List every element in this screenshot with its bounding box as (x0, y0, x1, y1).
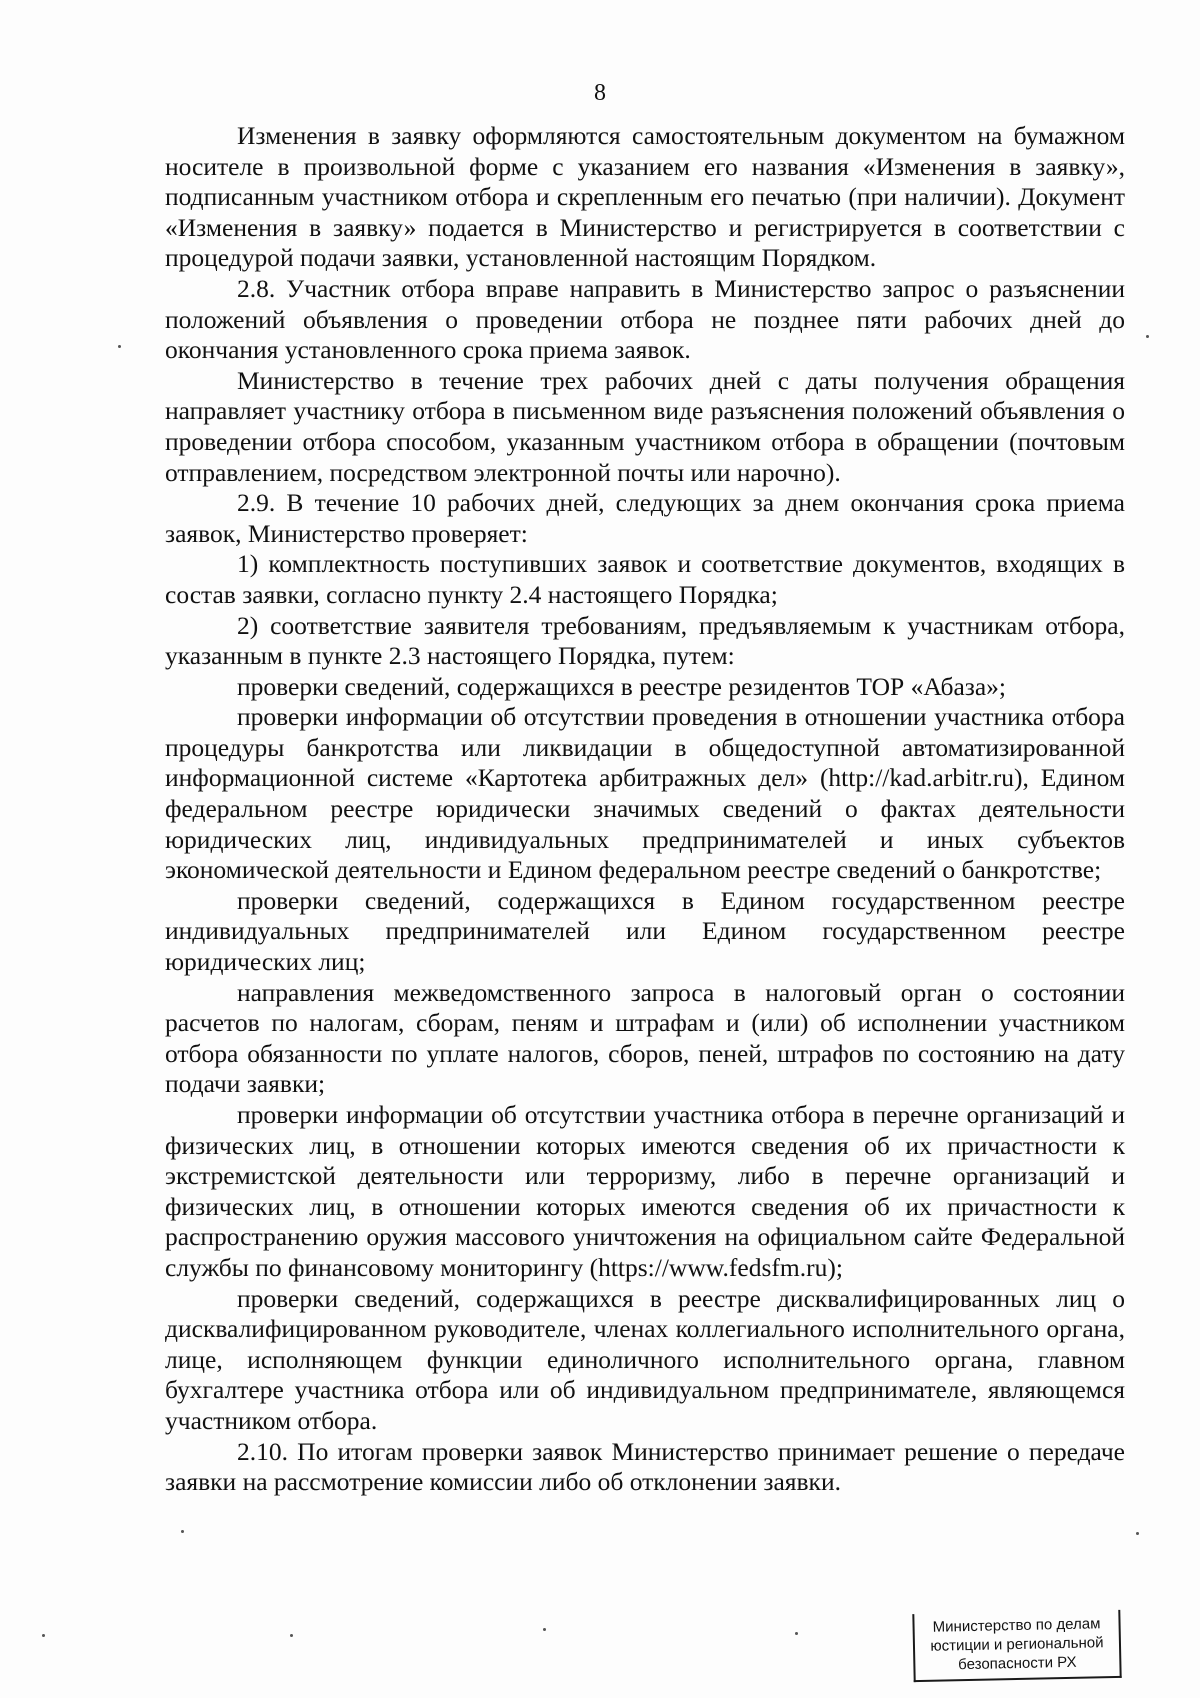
paragraph-ministry-response: Министерство в течение трех рабочих дней с даты получения обращения направляет участнику отбора в письменном виде разъяснения положений объявления о проведении отбора способом, указанным участником отбора в обращении (почтовым отправлением, посредством электронной почты или нарочно). (165, 365, 1125, 487)
ministry-stamp (912, 1610, 1121, 1682)
paragraph-2-10: 2.10. По итогам проверки заявок Министерство принимает решение о передаче заявки на рассмотрение комиссии либо об отклонении заявки. (165, 1436, 1125, 1497)
scan-speck (1146, 335, 1149, 338)
paragraph-tax-request: направления межведомственного запроса в налоговый орган о состоянии расчетов по налогам, сборам, пеням и штрафам и (или) об исполнении участником отбора обязанности по уплате налогов, сборов, пеней, штрафов по состоянию на дату подачи заявки; (165, 977, 1125, 1099)
scan-speck (118, 345, 121, 348)
stamp-line-3: безопасности РХ (958, 1653, 1077, 1674)
paragraph-check-residents: проверки сведений, содержащихся в реестре резидентов ТОР «Абаза»; (237, 671, 1006, 701)
scan-speck (290, 1634, 293, 1637)
scan-speck (795, 1632, 798, 1635)
paragraph-amendments: Изменения в заявку оформляются самостоятельным документом на бумажном носителе в произвольной форме с указанием его названия «Изменения в заявку», подписанным участником отбора и скрепленным его печатью (при наличии). Документ «Изменения в заявку» подается в Министерство и регистрируется в соответствии с процедурой подачи заявки, установленной настоящим Порядком. (165, 121, 1125, 273)
paragraph-item-2: 2) соответствие заявителя требованиям, предъявляемым к участникам отбора, указанным в пункте 2.3 настоящего Порядка, путем: (165, 610, 1125, 671)
scan-speck (181, 1530, 184, 1533)
paragraph-check-registry: проверки сведений, содержащихся в Едином государственном реестре индивидуальных предпринимателей или Едином государственном реестре юридических лиц; (165, 885, 1125, 977)
stamp-line-1: Министерство по делам (932, 1615, 1101, 1636)
scan-speck (42, 1634, 45, 1637)
paragraph-check-disqualified: проверки сведений, содержащихся в реестре дисквалифицированных лиц о дисквалифицированном руководителе, членах коллегиального исполнительного органа, лице, исполняющем функции единоличного исполнительного органа, главном бухгалтере участника отбора или об индивидуальном предпринимателе, являющемся участником отбора. (165, 1283, 1125, 1435)
paragraph-2-9: 2.9. В течение 10 рабочих дней, следующих за днем окончания срока приема заявок, Министерство проверяет: (165, 488, 1125, 548)
stamp-line-2: юстиции и региональной (930, 1634, 1104, 1655)
scan-speck (543, 1628, 546, 1631)
document-body (165, 121, 1125, 1498)
scan-speck (1136, 1532, 1139, 1535)
paragraph-item-1: 1) комплектность поступивших заявок и соответствие документов, входящих в состав заявки, согласно пункту 2.4 настоящего Порядка; (165, 549, 1125, 609)
paragraph-check-extremism: проверки информации об отсутствии участника отбора в перечне организаций и физических лиц, в отношении которых имеются сведения об их причастности к экстремистской деятельности или терроризму, либо в перечне организаций и физических лиц, в отношении которых имеются сведения об их причастности к распространению оружия массового уничтожения на официальном сайте Федеральной службы по финансовому мониторингу (https://www.fedsfm.ru); (165, 1100, 1125, 1282)
paragraph-check-bankruptcy: проверки информации об отсутствии проведения в отношении участника отбора процедуры банкротства или ликвидации в общедоступной автоматизированной информационной системе «Картотека арбитражных дел» (http://kad.arbitr.ru), Едином федеральном реестре юридически значимых сведений о фактах деятельности юридических лиц, индивидуальных предпринимателей и иных субъектов экономической деятельности и Едином федеральном реестре сведений о банкротстве; (165, 702, 1125, 885)
paragraph-2-8: 2.8. Участник отбора вправе направить в Министерство запрос о разъяснении положений объявления о проведении отбора не позднее пяти рабочих дней до окончания установленного срока приема заявок. (165, 273, 1125, 365)
page-number: 8 (594, 80, 606, 106)
